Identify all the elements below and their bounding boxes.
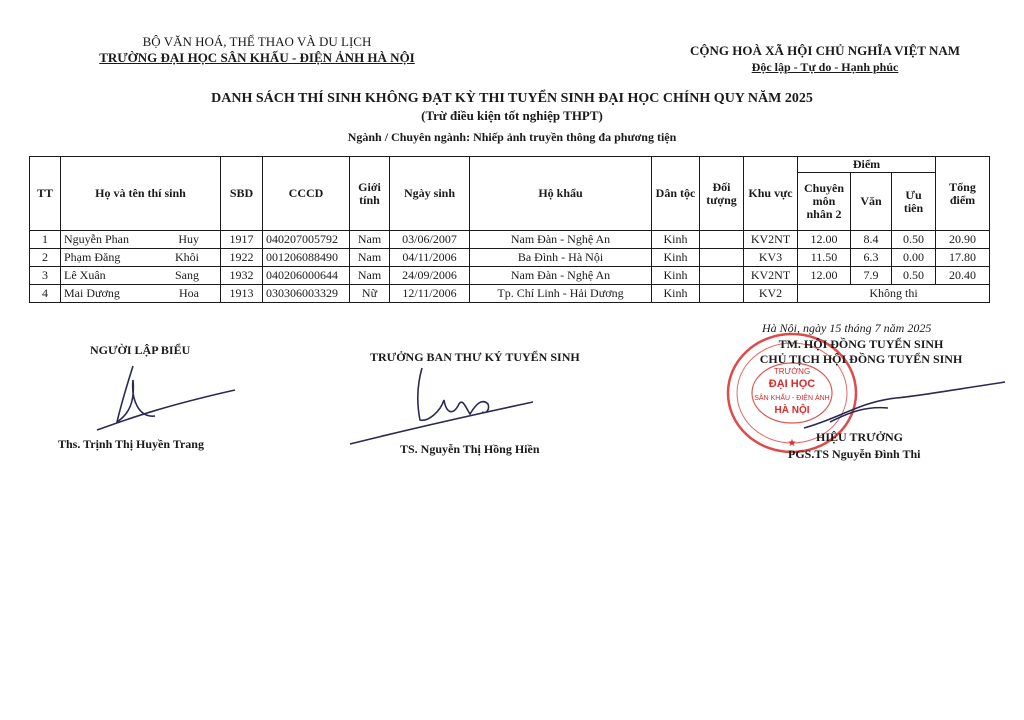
cell-major2: 11.50 — [798, 249, 851, 267]
header-gender: Giới tính — [350, 157, 390, 231]
cell-region: KV2NT — [744, 231, 798, 249]
cell-last-middle-name: Mai Dương — [64, 286, 120, 300]
cell-name — [61, 249, 221, 267]
stamp-line-3: SÂN KHẤU - ĐIỆN ẢNH — [754, 395, 830, 402]
date-line: Hà Nội, ngày 15 tháng 7 năm 2025 — [762, 321, 932, 335]
cell-cccd: 040206000644 — [263, 267, 350, 285]
cell-cccd: 001206088490 — [263, 249, 350, 267]
chair-title-block — [736, 337, 986, 367]
document-subtitle: (Trừ điều kiện tốt nghiệp THPT) — [421, 108, 603, 123]
chair-name: PGS.TS Nguyễn Đình Thi — [788, 447, 921, 461]
country-name: CỘNG HOÀ XÃ HỘI CHỦ NGHĨA VIỆT NAM — [689, 43, 961, 58]
header-total: Tổng điểm — [936, 157, 990, 231]
cell-cccd: 040207005792 — [263, 231, 350, 249]
cell-gender: Nữ — [350, 285, 390, 303]
cell-address: Nam Đàn - Nghệ An — [470, 267, 652, 285]
cell-target — [700, 267, 744, 285]
cell-total: 20.90 — [936, 231, 990, 249]
cell-ethnicity: Kinh — [652, 249, 700, 267]
ministry-name: BỘ VĂN HOÁ, THỂ THAO VÀ DU LỊCH — [142, 34, 372, 49]
header-priority: Ưu tiên — [892, 173, 936, 231]
cell-gender: Nam — [350, 267, 390, 285]
cell-first-name: Hoa — [179, 286, 199, 300]
cell-first-name: Khôi — [175, 250, 199, 264]
cell-literature: 7.9 — [851, 267, 892, 285]
cell-sbd: 1932 — [221, 267, 263, 285]
cell-ethnicity: Kinh — [652, 267, 700, 285]
secretary-signature — [348, 360, 538, 445]
cell-name — [61, 267, 221, 285]
header-dob: Ngày sinh — [390, 157, 470, 231]
cell-ethnicity: Kinh — [652, 231, 700, 249]
chair-position: HIỆU TRƯỞNG — [816, 430, 904, 444]
table-row — [30, 249, 990, 267]
stamp-line-1: TRƯỜNG — [773, 367, 811, 376]
cell-dob: 04/11/2006 — [390, 249, 470, 267]
document-title: DANH SÁCH THÍ SINH KHÔNG ĐẠT KỲ THI TUYỂN SINH ĐẠI HỌC CHÍNH QUY NĂM 2025 — [211, 91, 813, 106]
cell-total: 17.80 — [936, 249, 990, 267]
cell-tt: 4 — [30, 285, 61, 303]
cell-address: Ba Đình - Hà Nội — [470, 249, 652, 267]
cell-tt: 2 — [30, 249, 61, 267]
cell-dob: 12/11/2006 — [390, 285, 470, 303]
cell-major2: 12.00 — [798, 231, 851, 249]
stamp-line-2: ĐẠI HỌC — [768, 378, 816, 390]
cell-target — [700, 285, 744, 303]
major-line: Ngành / Chuyên ngành: Nhiếp ảnh truyền thông đa phương tiện — [347, 130, 677, 144]
ministry-header — [92, 34, 422, 66]
cell-last-middle-name: Phạm Đăng — [64, 250, 121, 264]
cell-name — [61, 231, 221, 249]
preparer-signature — [95, 360, 255, 435]
header-cccd: CCCD — [263, 157, 350, 231]
cell-gender: Nam — [350, 249, 390, 267]
cell-dob: 24/09/2006 — [390, 267, 470, 285]
school-name: TRƯỜNG ĐẠI HỌC SÂN KHẤU - ĐIỆN ẢNH HÀ NỘI — [99, 50, 415, 65]
cell-tt: 1 — [30, 231, 61, 249]
cell-first-name: Sang — [175, 268, 199, 282]
chair-title-2: CHỦ TỊCH HỘI ĐỒNG TUYỂN SINH — [759, 352, 963, 366]
cell-priority: 0.50 — [892, 231, 936, 249]
cell-note: Không thi — [798, 285, 990, 303]
candidate-table — [29, 156, 990, 303]
cell-region: KV2NT — [744, 267, 798, 285]
cell-address: Nam Đàn - Nghệ An — [470, 231, 652, 249]
cell-gender: Nam — [350, 231, 390, 249]
cell-region: KV2 — [744, 285, 798, 303]
header-region: Khu vực — [744, 157, 798, 231]
cell-priority: 0.50 — [892, 267, 936, 285]
cell-tt: 3 — [30, 267, 61, 285]
preparer-title: NGƯỜI LẬP BIỂU — [90, 343, 191, 357]
cell-total: 20.40 — [936, 267, 990, 285]
cell-last-middle-name: Lê Xuân — [64, 268, 106, 282]
stamp-line-4: HÀ NỘI — [774, 405, 810, 416]
header-score-group: Điểm — [798, 157, 936, 173]
document-title-block — [0, 90, 1024, 124]
chair-signature — [800, 372, 1010, 432]
cell-address: Tp. Chí Linh - Hải Dương — [470, 285, 652, 303]
header-major2: Chuyên môn nhân 2 — [798, 173, 851, 231]
header-address: Hộ khẩu — [470, 157, 652, 231]
secretary-title: TRƯỞNG BAN THƯ KÝ TUYỂN SINH — [370, 350, 580, 364]
cell-major2: 12.00 — [798, 267, 851, 285]
preparer-name: Ths. Trịnh Thị Huyền Trang — [58, 437, 204, 451]
stamp-star-icon: ★ — [787, 438, 797, 449]
cell-sbd: 1922 — [221, 249, 263, 267]
cell-priority: 0.00 — [892, 249, 936, 267]
cell-dob: 03/06/2007 — [390, 231, 470, 249]
cell-ethnicity: Kinh — [652, 285, 700, 303]
national-header — [680, 42, 970, 76]
table-row — [30, 267, 990, 285]
cell-target — [700, 249, 744, 267]
table-row — [30, 231, 990, 249]
cell-sbd: 1917 — [221, 231, 263, 249]
cell-literature: 8.4 — [851, 231, 892, 249]
header-sbd: SBD — [221, 157, 263, 231]
cell-sbd: 1913 — [221, 285, 263, 303]
cell-last-middle-name: Nguyễn Phan — [64, 232, 129, 246]
table-row — [30, 285, 990, 303]
header-target: Đối tượng — [700, 157, 744, 231]
cell-target — [700, 231, 744, 249]
header-tt: TT — [30, 157, 61, 231]
header-literature: Văn — [851, 173, 892, 231]
national-motto: Độc lập - Tự do - Hạnh phúc — [751, 60, 899, 74]
cell-region: KV3 — [744, 249, 798, 267]
header-ethnicity: Dân tộc — [652, 157, 700, 231]
cell-first-name: Huy — [178, 232, 199, 246]
cell-name — [61, 285, 221, 303]
cell-cccd: 030306003329 — [263, 285, 350, 303]
header-name: Họ và tên thí sinh — [61, 157, 221, 231]
secretary-name: TS. Nguyễn Thị Hồng Hiền — [400, 442, 540, 456]
chair-title-1: TM. HỘI ĐỒNG TUYỂN SINH — [778, 337, 944, 351]
cell-literature: 6.3 — [851, 249, 892, 267]
